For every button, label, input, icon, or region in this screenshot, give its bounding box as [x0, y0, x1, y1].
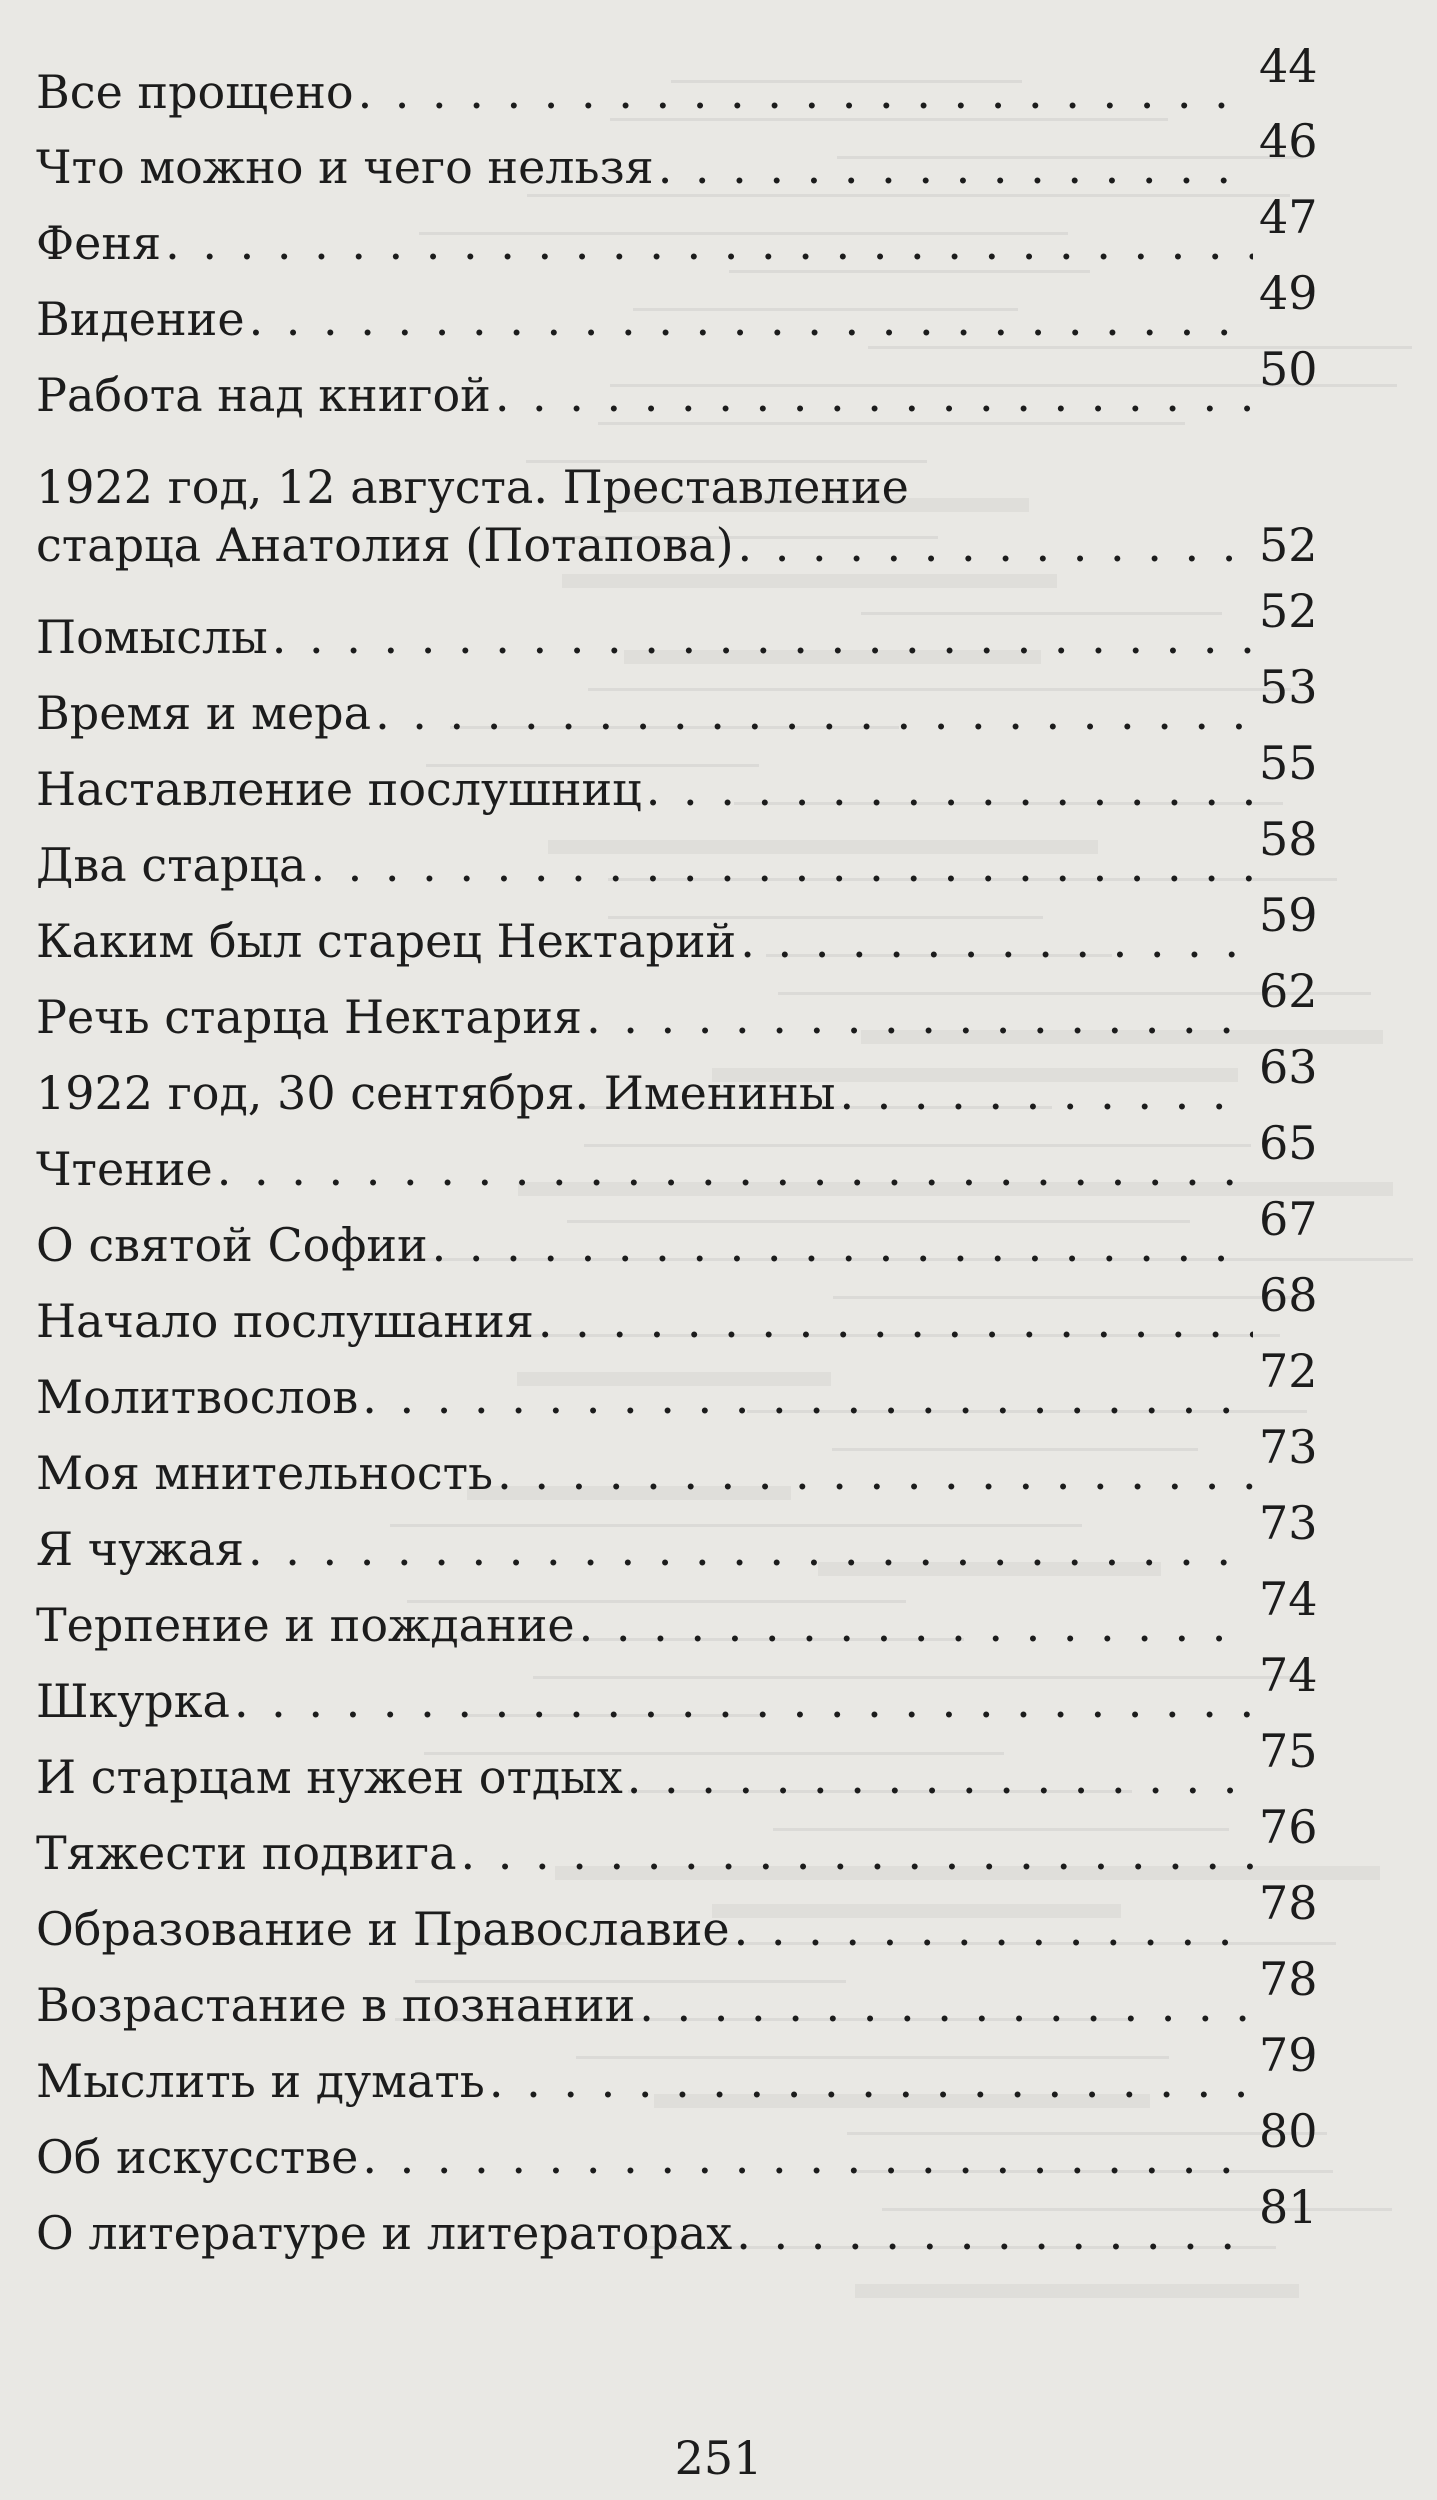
toc-entry-page: 67: [1259, 1192, 1318, 1246]
toc-entry-page: 72: [1259, 1344, 1318, 1398]
toc-entry: [36, 266, 1318, 346]
toc-entry-page: 81: [1259, 2180, 1318, 2234]
toc-entry-page: 78: [1259, 1952, 1318, 2006]
toc-entry-title: О литературе и литераторах: [36, 2206, 733, 2260]
toc-entry-page: 74: [1259, 1572, 1318, 1626]
toc-entry-title: 1922 год, 30 сентября. Именины: [36, 1066, 836, 1120]
toc-leader-dots: [627, 1751, 1253, 1803]
bleed-through-line: [598, 422, 1185, 425]
toc-leader-dots: [538, 1295, 1253, 1347]
bleed-through-line: [527, 194, 1290, 197]
toc-entry-title: Время и мера: [36, 686, 372, 740]
toc-entry: [36, 1572, 1318, 1652]
toc-entry: [36, 190, 1318, 270]
toc-leader-dots: [248, 1523, 1253, 1575]
toc-leader-dots: [738, 519, 1253, 571]
toc-entry-title: Шкурка: [36, 1674, 230, 1728]
toc-entry-page: 46: [1259, 114, 1318, 168]
toc-entry-title: Работа над книгой: [36, 368, 491, 422]
toc-entry: [36, 114, 1318, 194]
toc-entry: [36, 584, 1318, 664]
toc-entry: [36, 660, 1318, 740]
toc-entry-title: Моя мнительность: [36, 1446, 494, 1500]
bleed-through-line: [855, 2284, 1299, 2298]
toc-entry: [36, 1344, 1318, 1424]
toc-entry-page: 53: [1259, 660, 1318, 714]
toc-entry-title: Помыслы: [36, 610, 268, 664]
toc-entry-title: Я чужая: [36, 1522, 245, 1576]
toc-entry: [36, 1876, 1318, 1956]
toc-entry-page: 73: [1259, 1420, 1318, 1474]
toc-leader-dots: [165, 217, 1253, 269]
toc-entry-title-continued: старца Анатолия (Потапова): [36, 518, 734, 572]
toc-entry-page: 62: [1259, 964, 1318, 1018]
toc-leader-dots: [646, 763, 1253, 815]
toc-entry-title: Все прощено: [36, 65, 354, 119]
toc-entry: [36, 2104, 1318, 2184]
toc-entry: [36, 812, 1318, 892]
toc-entry-title: И старцам нужен отдых: [36, 1750, 623, 1804]
toc-entry: [36, 2180, 1318, 2260]
toc-entry-title: Феня: [36, 216, 162, 270]
toc-entry: [36, 736, 1318, 816]
toc-entry-title: Об искусстве: [36, 2130, 359, 2184]
toc-entry-page: 47: [1259, 190, 1318, 244]
toc-leader-dots: [272, 611, 1253, 663]
toc-entry-title: Тяжести подвига: [36, 1826, 457, 1880]
toc-entry: [36, 1952, 1318, 2032]
toc-entry: [36, 888, 1318, 968]
toc-entry: [36, 1268, 1318, 1348]
toc-entry: [36, 342, 1318, 422]
toc-entry-page: 68: [1259, 1268, 1318, 1322]
toc-entry-title: Терпение и пождание: [36, 1598, 575, 1652]
toc-leader-dots: [461, 1827, 1254, 1879]
toc-entry: [36, 1040, 1318, 1120]
toc-entry-page: 52: [1259, 584, 1318, 638]
page-number: 251: [674, 2431, 763, 2485]
toc-entry-title: Видение: [36, 292, 245, 346]
toc-leader-dots: [639, 1979, 1253, 2031]
toc-entry: [36, 1420, 1318, 1500]
toc-leader-dots: [362, 1371, 1253, 1423]
toc-entry-title: Образование и Православие: [36, 1902, 730, 1956]
toc-entry-title: Молитвослов: [36, 1370, 359, 1424]
bleed-through-line: [868, 346, 1412, 349]
bleed-through-line: [729, 270, 1090, 273]
toc-leader-dots: [310, 839, 1253, 891]
toc-entry: [36, 964, 1318, 1044]
toc-entry-page: 58: [1259, 812, 1318, 866]
toc-entry-title: Мыслить и думать: [36, 2054, 485, 2108]
toc-leader-dots: [249, 293, 1253, 345]
toc-entry-page: 55: [1259, 736, 1318, 790]
toc-entry: [36, 1496, 1318, 1576]
toc-entry: [36, 2028, 1318, 2108]
toc-entry-title: 1922 год, 12 августа. Преставление: [36, 460, 909, 514]
toc-entry-title: Речь старца Нектария: [36, 990, 583, 1044]
toc-entry-title: Наставление послушниц: [36, 762, 642, 816]
toc-entry-title: Два старца: [36, 838, 307, 892]
bleed-through-line: [562, 574, 1057, 588]
toc-leader-dots: [579, 1599, 1253, 1651]
toc-entry-two-line: [36, 460, 1318, 572]
toc-entry: [36, 1116, 1318, 1196]
toc-entry-page: 49: [1259, 266, 1318, 320]
toc-leader-dots: [740, 915, 1253, 967]
toc-leader-dots: [495, 369, 1253, 421]
toc-entry-title: Каким был старец Нектарий: [36, 914, 737, 968]
toc-entry-page: 74: [1259, 1648, 1318, 1702]
toc-entry: [36, 1648, 1318, 1728]
toc-entry-page: 78: [1259, 1876, 1318, 1930]
toc-entry-title: Начало послушания: [36, 1294, 534, 1348]
toc-leader-dots: [497, 1447, 1253, 1499]
toc-leader-dots: [362, 2131, 1253, 2183]
toc-leader-dots: [736, 2207, 1253, 2259]
toc-entry-page: 79: [1259, 2028, 1318, 2082]
toc-entry-page: 80: [1259, 2104, 1318, 2158]
toc-entry-page: 63: [1259, 1040, 1318, 1094]
toc-entry-title: Возрастание в познании: [36, 1978, 636, 2032]
toc-entry-title: Чтение: [36, 1142, 213, 1196]
toc-leader-dots: [432, 1219, 1253, 1271]
toc-entry-page: 52: [1259, 518, 1318, 572]
toc-entry: [36, 1800, 1318, 1880]
toc-leader-dots: [234, 1675, 1253, 1727]
toc-leader-dots: [489, 2055, 1253, 2107]
toc-leader-dots: [658, 141, 1253, 193]
toc-entry-title: О святой Софии: [36, 1218, 428, 1272]
toc-entry-title: Что можно и чего нельзя: [36, 140, 654, 194]
toc-leader-dots: [358, 66, 1253, 118]
toc-entry-page: 75: [1259, 1724, 1318, 1778]
toc-leader-dots: [375, 687, 1253, 739]
toc-entry: [36, 1192, 1318, 1272]
toc-entry-page: 44: [1259, 39, 1318, 93]
toc-entry: [36, 1724, 1318, 1804]
toc-entry-page: 73: [1259, 1496, 1318, 1550]
toc-entry: [36, 39, 1318, 119]
toc-entry-page: 50: [1259, 342, 1318, 396]
toc-leader-dots: [839, 1067, 1253, 1119]
toc-entry-page: 59: [1259, 888, 1318, 942]
toc-leader-dots: [586, 991, 1253, 1043]
toc-leader-dots: [217, 1143, 1253, 1195]
toc-leader-dots: [734, 1903, 1253, 1955]
bleed-through-line: [610, 118, 1168, 121]
toc-entry-page: 65: [1259, 1116, 1318, 1170]
toc-entry-page: 76: [1259, 1800, 1318, 1854]
